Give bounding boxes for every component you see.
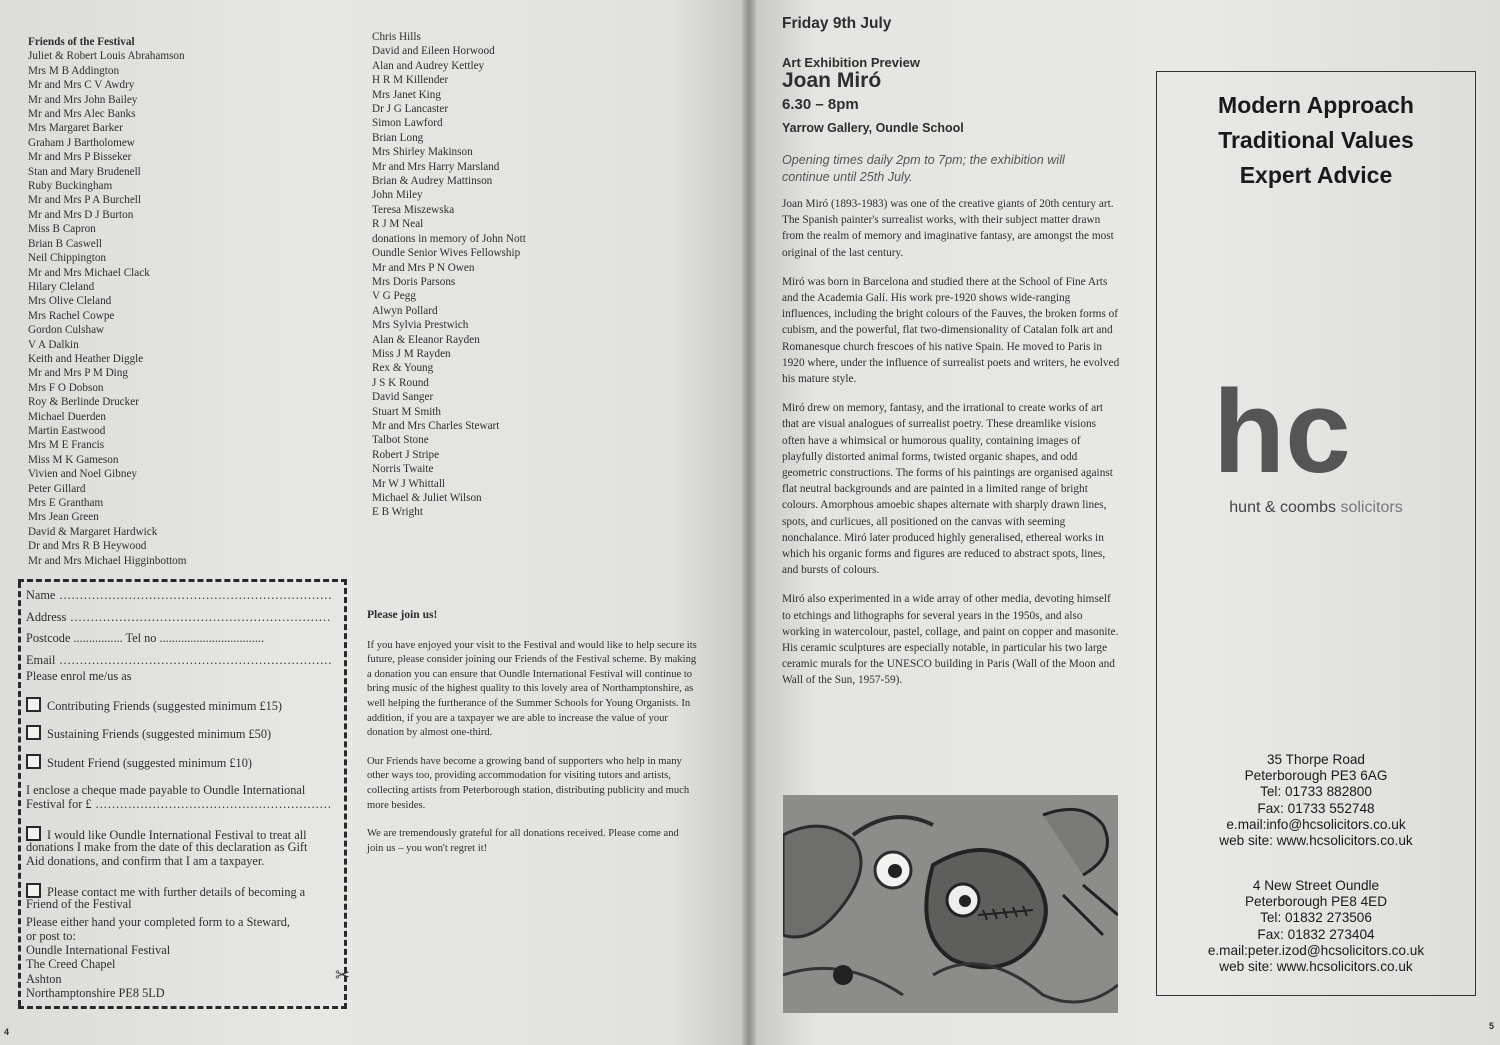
event-date: Friday 9th July: [782, 15, 892, 32]
friend-name: Mrs F O Dobson: [28, 381, 104, 394]
friend-name: Neil Chippington: [28, 252, 107, 265]
friend-name: Brian & Audrey Mattinson: [372, 175, 493, 188]
ad-tagline-2: Traditional Values: [1218, 127, 1414, 153]
opening-times: Opening times daily 2pm to 7pm; the exhibition will continue until 25th July.: [782, 153, 1065, 184]
post-addr3: Ashton: [26, 972, 62, 986]
article-paragraph-1: Joan Miró (1893-1983) was one of the creative giants of 20th century art. The Spanish painter's surrealist works, with their subject matter drawn from the realm of memory and imaginative fantasy, are amongst the most original of the last century.: [782, 198, 1114, 259]
scissors-icon: ✂: [335, 965, 351, 985]
friend-name: Alan & Eleanor Rayden: [372, 333, 480, 346]
friend-name: Ruby Buckingham: [28, 180, 113, 193]
friend-name: Mr and Mrs C V Awdry: [28, 79, 135, 92]
friend-name: Mrs Olive Cleland: [28, 295, 112, 308]
friend-name: Stan and Mary Brudenell: [28, 165, 141, 178]
checkbox-icon[interactable]: [26, 754, 41, 769]
friend-name: Martin Eastwood: [28, 424, 106, 437]
event-label: Art Exhibition Preview: [782, 55, 920, 70]
post-addr1: Oundle International Festival: [26, 943, 171, 957]
friend-name: Mr and Mrs Michael Clack: [28, 266, 150, 279]
friend-name: Hilary Cleland: [28, 280, 95, 293]
friend-name: Vivien and Noel Gibney: [28, 468, 138, 481]
firm-name: hunt & coombs solicitors: [1229, 499, 1403, 516]
join-paragraph-3: We are tremendously grateful for all donations received. Please come and join us – you won't regret it!: [367, 828, 679, 854]
names-col1: [28, 49, 186, 568]
join-heading: Please join us!: [367, 609, 438, 621]
checkbox-icon[interactable]: [26, 826, 41, 841]
friend-name: Michael & Juliet Wilson: [372, 492, 482, 504]
friend-name: Mrs Margaret Barker: [28, 122, 123, 135]
friend-name: Mr and Mrs P Bisseker: [28, 151, 132, 164]
article-body: [782, 196, 1120, 702]
friend-name: Stuart M Smith: [372, 405, 441, 418]
option-contributing[interactable]: Contributing Friends (suggested minimum £15): [26, 697, 332, 713]
friend-name: V A Dalkin: [28, 338, 79, 351]
cheque-line1: I enclose a cheque made payable to Oundle International: [26, 783, 306, 797]
friend-name: Alan and Audrey Kettley: [372, 59, 485, 72]
friend-name: Graham J Bartholomew: [28, 136, 135, 149]
checkbox-icon[interactable]: [26, 697, 41, 712]
friend-name: Norris Twaite: [372, 463, 434, 476]
friend-name: V G Pegg: [372, 290, 416, 303]
membership-form: [18, 579, 347, 1009]
friend-name: Mr and Mrs Harry Marsland: [372, 160, 500, 173]
friend-name: Mr W J Whittall: [372, 477, 446, 490]
friend-name: Brian Long: [372, 131, 424, 144]
enrol-label: Please enrol me/us as: [26, 669, 132, 683]
contact-option[interactable]: Please contact me with further details of becoming a: [26, 883, 332, 899]
left-page: [0, 0, 742, 1045]
friend-name: Mrs Rachel Cowpe: [28, 309, 115, 322]
friend-name: E B Wright: [372, 506, 423, 519]
cheque-amount-field[interactable]: Festival for £ .....: [26, 797, 332, 811]
event-time: 6.30 – 8pm: [782, 96, 859, 113]
postcode-tel-field[interactable]: Postcode ................ Tel no ..................................: [26, 631, 265, 645]
join-paragraph-1: If you have enjoyed your visit to the Festival and would like to help secure its future, please consider joining our Friends of the Festival scheme. By making a donation you can ensure that Oundle International Festival will continue to bring music of the highest quality to this lovely area of Northamptonshire, as well helping the furtherance of the Summer Schools for Young Organists. In addition, if you are a taxpayer we are able to increase the value of your donation by almost one-third.: [367, 639, 697, 739]
friend-name: Robert J Stripe: [372, 448, 440, 461]
hc-logo: [1213, 384, 1425, 484]
hand-line1: Please either hand your completed form to a Steward,: [26, 915, 290, 929]
friends-list-col2: [372, 30, 526, 520]
friend-name: Mrs Janet King: [372, 88, 441, 101]
friend-name: Mrs E Grantham: [28, 497, 104, 509]
friend-name: Mr and Mrs Alec Banks: [28, 108, 136, 121]
friend-name: Gordon Culshaw: [28, 324, 105, 337]
friends-list-col1: [28, 35, 186, 568]
article-paragraph-4: Miró also experimented in a wide array of other media, devoting himself to etchings and lithographs for several years in the 1950s, and also working in watercolour, pastel, collage, and paint on copper and masonite. His ceramic sculptures are especially notable, in particular his two large ceramic murals for the UNESCO building in Paris (Wall of the Moon and Wall of the Sun, 1957-59).: [782, 593, 1119, 687]
checkbox-icon[interactable]: [26, 725, 41, 740]
friend-name: H R M Killender: [372, 74, 449, 87]
friend-name: Mrs Sylvia Prestwich: [372, 319, 469, 332]
article-paragraph-3: Miró drew on memory, fantasy, and the irrational to create works of art that are visual analogues of surrealist poetry. These dreamlike visions often have a whimsical or humorous quality, containing images of playfully distorted animal forms, twisted organic shapes, and odd geometric constructions. The forms of his paintings are organised against flat neutral backgrounds and are painted in a limited range of bright colours. Amorphous amoebic shapes alternate with sharply drawn lines, spots, and curlicues, all positioned on the canvas with seeming nonchalance. Miró later produced highly generalised, ethereal works in which his organic forms and figures are reduced to abstract spots, lines, and bursts of colours.: [782, 402, 1113, 577]
friend-name: Alwyn Pollard: [372, 304, 438, 317]
friend-name: Teresa Miszewska: [372, 203, 455, 216]
page-number-left: 4: [4, 1027, 10, 1037]
friend-name: Miss M K Gameson: [28, 453, 119, 466]
friend-name: donations in memory of John Nott: [372, 232, 526, 245]
friend-name: Mrs M E Francis: [28, 439, 105, 452]
friend-name: Mrs M B Addington: [28, 64, 120, 77]
friend-name: Mrs Jean Green: [28, 511, 99, 524]
friend-name: Juliet & Robert Louis Abrahamson: [28, 50, 185, 63]
join-section: [367, 608, 697, 870]
friend-name: Mr and Mrs P A Burchell: [28, 194, 142, 207]
option-student[interactable]: Student Friend (suggested minimum £10): [26, 754, 332, 770]
hand-line2: or post to:: [26, 929, 76, 943]
friend-name: J S K Round: [372, 376, 429, 389]
friend-name: Dr and Mrs R B Heywood: [28, 540, 147, 553]
friend-name: Roy & Berlinde Drucker: [28, 396, 139, 409]
name-field[interactable]: Name .....: [26, 588, 332, 602]
friend-name: Miss B Capron: [28, 223, 96, 236]
post-addr2: The Creed Chapel: [26, 957, 116, 971]
friend-name: Mrs Doris Parsons: [372, 275, 456, 288]
hc-logo-text: hc: [1213, 384, 1351, 479]
office-peterborough: 35 Thorpe Road Peterborough PE3 6AG Tel: 01733 882800 Fax: 01733 552748 e.mail:info@hcsolicitors.co.uk web site: www.hcsolicitors.co.uk: [1219, 752, 1413, 849]
friend-name: R J M Neal: [372, 218, 424, 231]
ad-tagline-1: Modern Approach: [1218, 92, 1414, 118]
friend-name: Rex & Young: [372, 362, 434, 375]
contact-line2: Friend of the Festival: [26, 897, 132, 911]
join-paragraph-2: Our Friends have become a growing band of supporters who help in many other ways too, providing accommodation for visiting tutors and artists, collecting artists from Peterborough station, distributing publicity and much more besides.: [367, 755, 690, 811]
friend-name: Keith and Heather Diggle: [28, 352, 144, 365]
friend-name: Simon Lawford: [372, 117, 443, 130]
hunt-coombs-advert: [1156, 71, 1476, 996]
friend-name: Mrs Shirley Makinson: [372, 146, 473, 159]
friend-name: David & Margaret Hardwick: [28, 525, 158, 538]
friend-name: Mr and Mrs P N Owen: [372, 261, 475, 274]
email-field[interactable]: Email .....: [26, 653, 332, 667]
gift-aid-option[interactable]: I would like Oundle International Festival to treat all: [26, 826, 332, 842]
friend-name: David Sanger: [372, 391, 434, 404]
gift-aid-line3: Aid donations, and confirm that I am a taxpayer.: [26, 854, 265, 868]
friend-name: Mr and Mrs Michael Higginbottom: [28, 554, 187, 567]
friend-name: Mr and Mrs Charles Stewart: [372, 419, 500, 432]
friend-name: Oundle Senior Wives Fellowship: [372, 247, 521, 260]
friend-name: John Miley: [372, 189, 423, 202]
friend-name: Peter Gillard: [28, 482, 86, 495]
address-field[interactable]: Address .....: [26, 610, 332, 624]
book-spine: [742, 0, 756, 1045]
friend-name: Dr J G Lancaster: [372, 103, 449, 116]
checkbox-icon[interactable]: [26, 883, 41, 898]
friend-name: Brian B Caswell: [28, 237, 102, 250]
friend-name: Miss J M Rayden: [372, 347, 451, 360]
office-oundle: 4 New Street Oundle Peterborough PE8 4ED Tel: 01832 273506 Fax: 01832 273404 e.mail:peter.izod@hcsolicitors.co.uk web site: www.hcsolicitors.co.uk: [1207, 878, 1425, 975]
option-sustaining[interactable]: Sustaining Friends (suggested minimum £50): [26, 725, 332, 741]
event-venue: Yarrow Gallery, Oundle School: [782, 121, 964, 135]
friend-name: Mr and Mrs John Bailey: [28, 93, 138, 106]
miro-painting-image: [783, 795, 1118, 1013]
article-paragraph-2: Miró was born in Barcelona and studied there at the School of Fine Arts and the Academia Galí. His work pre-1920 shows wide-ranging influences, including the bright colours of the Fauves, the broken forms of cubism, and the powerful, flat two-dimensionality of Catalan folk art and Romanesque church frescoes of his native Spain. He moved to Paris in 1920 where, under the influence of surrealist poets and writers, he evolved his mature style.: [782, 275, 1120, 386]
names-col2: [372, 30, 526, 520]
friend-name: Talbot Stone: [372, 434, 429, 447]
event-title: Joan Miró: [782, 69, 882, 92]
friend-name: Mr and Mrs D J Burton: [28, 208, 134, 221]
friend-name: David and Eileen Horwood: [372, 45, 495, 58]
page-number-right: 5: [1489, 1021, 1495, 1031]
post-addr4: Northamptonshire PE8 5LD: [26, 986, 165, 1000]
ad-tagline-3: Expert Advice: [1239, 162, 1393, 188]
gift-aid-line2: donations I make from the date of this declaration as Gift: [26, 840, 308, 854]
friend-name: Mr and Mrs P M Ding: [28, 367, 128, 380]
friends-heading: Friends of the Festival: [28, 36, 135, 48]
friend-name: Michael Duerden: [28, 410, 106, 423]
friend-name: Chris Hills: [372, 31, 421, 43]
